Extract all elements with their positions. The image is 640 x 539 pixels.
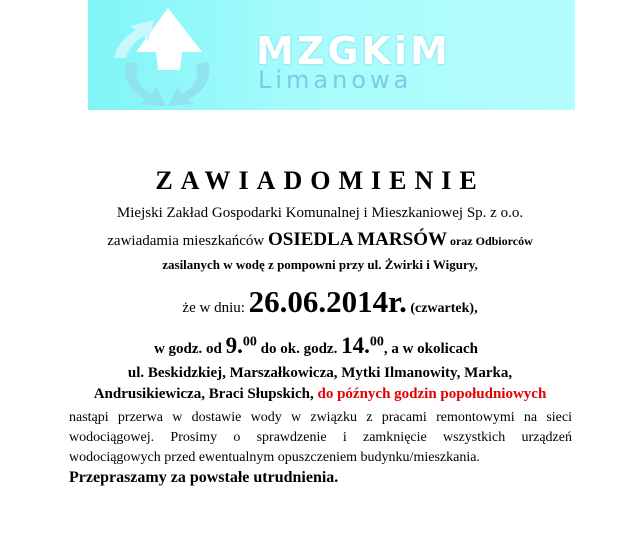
notice-body: nastąpi przerwa w dostawie wody w związku z pracami remontowymi na sieci wodociągowej. Prosimy o sprawdzenie i zamknięcie wszystkich urządzeń wodociągowych przed ewentualnym opuszczeniem budynku/mieszkania. <box>69 410 572 465</box>
recycle-icon <box>96 0 246 110</box>
time-line <box>0 334 636 357</box>
company-line: Miejski Zakład Gospodarki Komunalnej i Mieszkaniowej Sp. z o.o. <box>116 205 524 221</box>
time-pre: w godz. od <box>153 341 226 357</box>
time-post: , a w okolicach <box>383 341 479 357</box>
notice-title: ZAWIADOMIENIE <box>155 166 485 195</box>
date-label: że w dniu: <box>182 300 249 316</box>
outage-date: 26.06.2014r. <box>248 284 407 319</box>
date-line <box>10 286 640 317</box>
apology-line: Przepraszamy za powstałe utrudnienia. <box>69 469 339 486</box>
recipients-line <box>0 230 640 249</box>
end-minutes: 00 <box>369 334 384 350</box>
end-hour: 14. <box>341 333 370 358</box>
streets-line-2 <box>0 387 640 402</box>
outage-weekday: (czwartek), <box>406 301 478 316</box>
recipients-pre: zawiadamia mieszkańców <box>107 233 269 249</box>
logo-banner <box>88 0 575 110</box>
duration-highlight: do późnych godzin popołudniowych <box>317 386 547 402</box>
pump-station-line: zasilanych w wodę z pompowni przy ul. Żwirki i Wigury, <box>162 257 478 272</box>
recipients-post: oraz Odbiorców <box>446 234 533 248</box>
logo-subtitle: Limanowa <box>258 66 413 94</box>
streets-list: Andrusikiewicza, Braci Słupskich, <box>93 386 318 402</box>
time-mid: do ok. godz. <box>256 341 342 357</box>
logo-name: MZGKiM <box>256 29 451 73</box>
streets-line-1: ul. Beskidzkiej, Marszałkowicza, Mytki Ilmanowity, Marka, <box>127 365 513 381</box>
estate-name: OSIEDLA MARSÓW <box>268 229 447 250</box>
start-minutes: 00 <box>242 334 257 350</box>
start-hour: 9. <box>225 333 243 358</box>
